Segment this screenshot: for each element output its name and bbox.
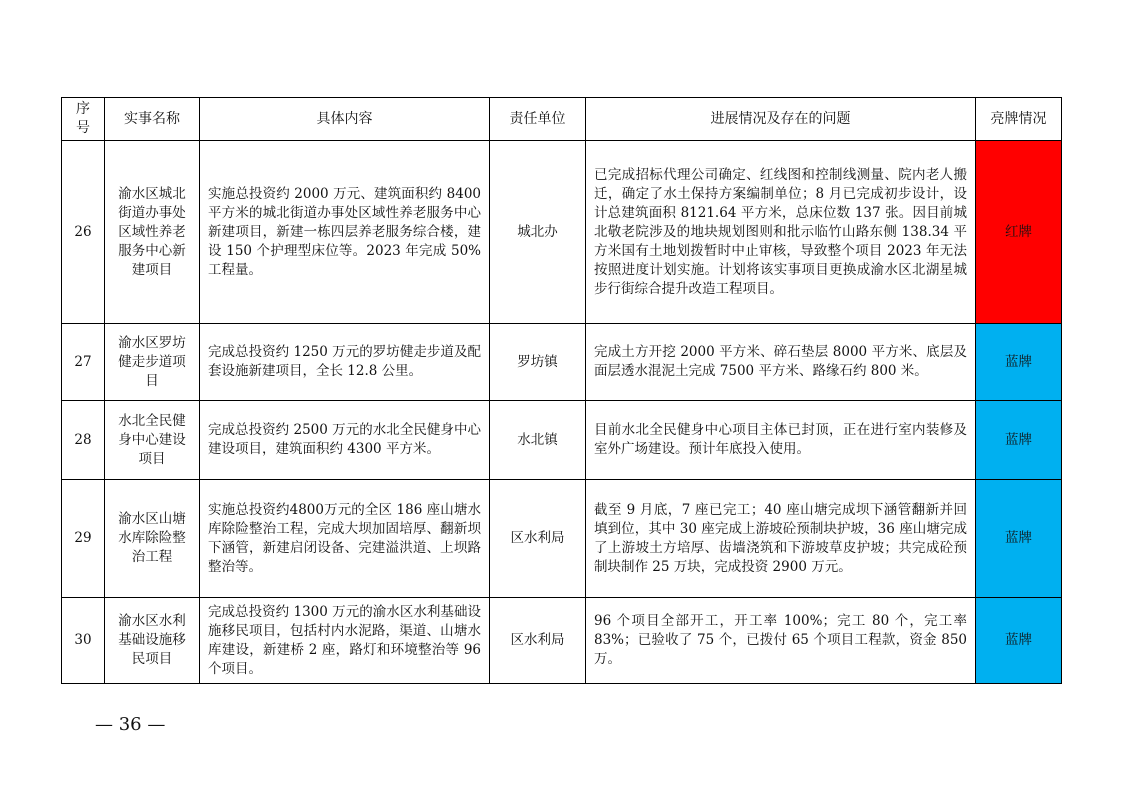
- page-number: — 36 —: [95, 714, 166, 735]
- table-row: [62, 401, 1062, 480]
- row-unit: 水北镇: [490, 401, 586, 480]
- row-unit: 城北办: [490, 141, 586, 324]
- header-unit: 责任单位: [490, 98, 586, 141]
- row-no: 26: [62, 141, 105, 324]
- header-name: 实事名称: [105, 98, 200, 141]
- row-no: 30: [62, 598, 105, 684]
- row-no: 28: [62, 401, 105, 480]
- row-content: 完成总投资约 2500 万元的水北全民健身中心建设项目，建筑面积约 4300 平方米。: [200, 401, 490, 480]
- row-unit: 区水利局: [490, 598, 586, 684]
- status-badge: 蓝牌: [976, 324, 1062, 401]
- row-content: 实施总投资约4800万元的全区 186 座山塘水库除险整治工程，完成大坝加固培厚、翻新坝下涵管，新建启闭设备、完建溢洪道、上坝路整治等。: [200, 480, 490, 598]
- row-name: 水北全民健身中心建设项目: [105, 401, 200, 480]
- row-progress: 96 个项目全部开工，开工率 100%；完工 80 个，完工率 83%；已验收了 75 个，已拨付 65 个项目工程款，资金 850 万。: [586, 598, 976, 684]
- row-content: 实施总投资约 2000 万元、建筑面积约 8400 平方米的城北街道办事处区域性养老服务中心新建项目，新建一栋四层养老服务综合楼，建设 150 个护理型床位等。2023 年完成 50%工程量。: [200, 141, 490, 324]
- row-content: 完成总投资约 1300 万元的渝水区水利基础设施移民项目，包括村内水泥路，渠道、山塘水库建设，新建桥 2 座，路灯和环境整治等 96 个项目。: [200, 598, 490, 684]
- row-progress: 截至 9 月底，7 座已完工；40 座山塘完成坝下涵管翻新并回填到位，其中 30 座完成上游坡砼预制块护坡，36 座山塘完成了上游坡土方培厚、齿墙浇筑和下游坡草皮护坡；共完成砼预制块制作 25 万块，完成投资 2900 万元。: [586, 480, 976, 598]
- row-name: 渝水区罗坊健走步道项目: [105, 324, 200, 401]
- status-badge: 蓝牌: [976, 598, 1062, 684]
- row-name: 渝水区城北街道办事处区域性养老服务中心新建项目: [105, 141, 200, 324]
- row-progress: 目前水北全民健身中心项目主体已封顶，正在进行室内装修及室外广场建设。预计年底投入使用。: [586, 401, 976, 480]
- status-badge: 蓝牌: [976, 480, 1062, 598]
- header-progress: 进展情况及存在的问题: [586, 98, 976, 141]
- status-badge: 红牌: [976, 141, 1062, 324]
- header-no: 序号: [62, 98, 105, 141]
- row-unit: 罗坊镇: [490, 324, 586, 401]
- projects-table: [61, 97, 1062, 684]
- row-content: 完成总投资约 1250 万元的罗坊健走步道及配套设施新建项目，全长 12.8 公里。: [200, 324, 490, 401]
- row-no: 29: [62, 480, 105, 598]
- row-progress: 完成土方开挖 2000 平方米、碎石垫层 8000 平方米、底层及面层透水混泥土完成 7500 平方米、路缘石约 800 米。: [586, 324, 976, 401]
- table-row: [62, 480, 1062, 598]
- row-name: 渝水区山塘水库除险整治工程: [105, 480, 200, 598]
- header-badge: 亮牌情况: [976, 98, 1062, 141]
- table-header-row: [62, 98, 1062, 141]
- table-row: [62, 324, 1062, 401]
- status-badge: 蓝牌: [976, 401, 1062, 480]
- row-name: 渝水区水利基础设施移民项目: [105, 598, 200, 684]
- header-content: 具体内容: [200, 98, 490, 141]
- table-row: [62, 141, 1062, 324]
- row-no: 27: [62, 324, 105, 401]
- row-unit: 区水利局: [490, 480, 586, 598]
- table-row: [62, 598, 1062, 684]
- row-progress: 已完成招标代理公司确定、红线图和控制线测量、院内老人搬迁，确定了水土保持方案编制单位；8 月已完成初步设计，设计总建筑面积 8121.64 平方米，总床位数 137 张。因目前城北敬老院涉及的地块规划图则和批示临竹山路东侧 138.34 平方米国有土地划拨暂时中止审核，导致整个项目 2023 年无法按照进度计划实施。计划将该实事项目更换成渝水区北湖星城步行街综合提升改造工程项目。: [586, 141, 976, 324]
